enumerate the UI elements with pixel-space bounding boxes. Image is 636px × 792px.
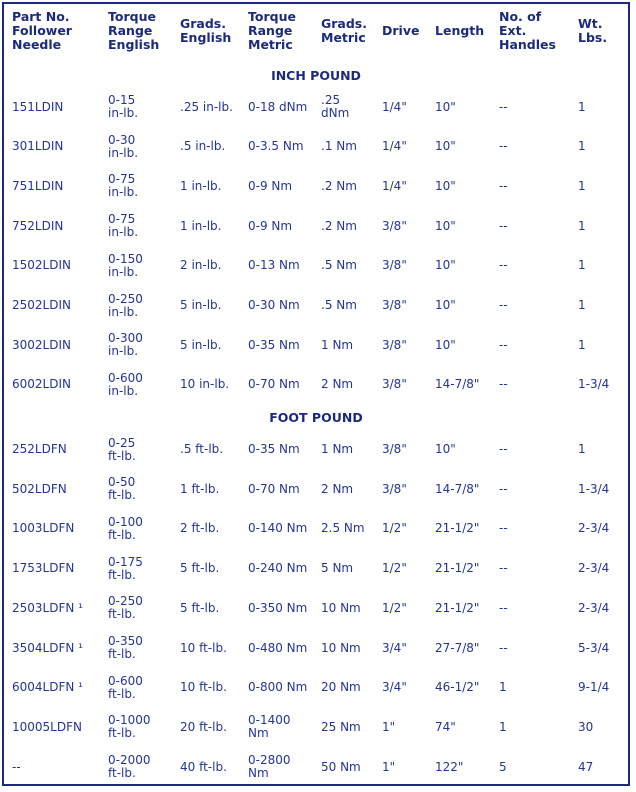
cell-length: 10" bbox=[435, 218, 456, 233]
cell-torque-range-english: 0-250 in-lb. bbox=[108, 291, 143, 319]
header-torque-range-metric: Torque Range Metric bbox=[248, 9, 296, 52]
cell-grads-metric: 50 Nm bbox=[321, 759, 361, 774]
cell-length: 10" bbox=[435, 139, 456, 154]
cell-grads-english: .5 ft-lb. bbox=[180, 442, 224, 456]
cell-grads-metric: 5 Nm bbox=[321, 561, 354, 576]
header-ext-handles: No. of Ext. Handles bbox=[499, 9, 556, 52]
cell-part-number: 2503LDFN ¹ bbox=[12, 600, 83, 615]
table-frame bbox=[2, 2, 630, 786]
cell-torque-range-metric: 0-800 Nm bbox=[248, 680, 308, 695]
cell-ext-handles: -- bbox=[499, 600, 508, 615]
cell-length: 14-7/8" bbox=[435, 481, 480, 496]
cell-drive: 1/2" bbox=[382, 600, 407, 615]
cell-torque-range-metric: 0-3.5 Nm bbox=[248, 139, 304, 154]
cell-ext-handles: -- bbox=[499, 139, 508, 154]
cell-torque-range-metric: 0-2800 Nm bbox=[248, 753, 291, 781]
section-foot-pound: FOOT POUND bbox=[269, 410, 363, 425]
cell-grads-english: 40 ft-lb. bbox=[180, 759, 227, 774]
cell-drive: 1/4" bbox=[382, 139, 407, 154]
cell-part-number: 301LDIN bbox=[12, 139, 64, 154]
cell-ext-handles: -- bbox=[499, 377, 508, 392]
cell-part-number: 3002LDIN bbox=[12, 337, 71, 352]
cell-ext-handles: -- bbox=[499, 521, 508, 536]
cell-weight: 9-1/4 bbox=[578, 680, 610, 695]
cell-drive: 3/8" bbox=[382, 298, 407, 312]
cell-grads-english: 1 in-lb. bbox=[180, 218, 222, 233]
cell-drive: 3/8" bbox=[382, 258, 407, 273]
cell-torque-range-english: 0-175 ft-lb. bbox=[108, 554, 143, 582]
cell-torque-range-metric: 0-240 Nm bbox=[248, 561, 308, 576]
cell-drive: 3/8" bbox=[382, 377, 407, 392]
cell-ext-handles: -- bbox=[499, 99, 508, 114]
cell-ext-handles: 1 bbox=[499, 719, 507, 734]
cell-length: 46-1/2" bbox=[435, 680, 480, 695]
header-part-no: Part No. Follower Needle bbox=[12, 9, 72, 52]
cell-part-number: 6004LDFN ¹ bbox=[12, 680, 83, 695]
cell-length: 10" bbox=[435, 442, 456, 456]
cell-torque-range-metric: 0-70 Nm bbox=[248, 481, 300, 496]
cell-grads-english: 5 in-lb. bbox=[180, 298, 222, 312]
cell-torque-range-english: 0-25 ft-lb. bbox=[108, 435, 136, 463]
cell-torque-range-metric: 0-1400 Nm bbox=[248, 713, 291, 741]
header-torque-range-english: Torque Range English bbox=[108, 9, 160, 52]
cell-torque-range-metric: 0-35 Nm bbox=[248, 337, 300, 352]
cell-ext-handles: -- bbox=[499, 561, 508, 576]
cell-torque-range-english: 0-100 ft-lb. bbox=[108, 514, 143, 542]
cell-ext-handles: -- bbox=[499, 337, 508, 352]
cell-torque-range-metric: 0-9 Nm bbox=[248, 218, 293, 233]
cell-grads-english: 20 ft-lb. bbox=[180, 719, 227, 734]
cell-grads-metric: .1 Nm bbox=[321, 139, 357, 154]
cell-weight: 1 bbox=[578, 139, 586, 154]
cell-length: 10" bbox=[435, 298, 456, 312]
cell-torque-range-metric: 0-480 Nm bbox=[248, 640, 308, 655]
cell-drive: 3/4" bbox=[382, 680, 407, 695]
cell-drive: 1/2" bbox=[382, 521, 407, 536]
cell-length: 10" bbox=[435, 99, 456, 114]
cell-grads-metric: 2.5 Nm bbox=[321, 521, 365, 536]
cell-grads-metric: .5 Nm bbox=[321, 298, 357, 312]
cell-drive: 3/8" bbox=[382, 481, 407, 496]
cell-grads-metric: .2 Nm bbox=[321, 218, 357, 233]
cell-grads-metric: 10 Nm bbox=[321, 600, 361, 615]
cell-length: 10" bbox=[435, 258, 456, 273]
cell-torque-range-english: 0-2000 ft-lb. bbox=[108, 753, 151, 781]
cell-weight: 1 bbox=[578, 258, 586, 273]
section-inch-pound: INCH POUND bbox=[271, 68, 361, 83]
cell-torque-range-english: 0-150 in-lb. bbox=[108, 251, 143, 279]
cell-length: 10" bbox=[435, 337, 456, 352]
cell-drive: 1" bbox=[382, 759, 396, 774]
cell-length: 122" bbox=[435, 759, 464, 774]
cell-weight: 47 bbox=[578, 759, 594, 774]
cell-torque-range-english: 0-75 in-lb. bbox=[108, 172, 139, 200]
cell-weight: 1 bbox=[578, 178, 586, 193]
cell-drive: 3/8" bbox=[382, 337, 407, 352]
header-drive: Drive bbox=[382, 23, 420, 38]
cell-grads-english: 5 ft-lb. bbox=[180, 561, 220, 576]
cell-torque-range-english: 0-50 ft-lb. bbox=[108, 475, 136, 503]
cell-torque-range-english: 0-350 ft-lb. bbox=[108, 634, 143, 661]
cell-part-number: 752LDIN bbox=[12, 218, 64, 233]
cell-part-number: -- bbox=[12, 759, 21, 774]
cell-drive: 3/4" bbox=[382, 640, 407, 655]
cell-length: 21-1/2" bbox=[435, 521, 480, 536]
cell-weight: 1 bbox=[578, 218, 586, 233]
cell-torque-range-english: 0-600 in-lb. bbox=[108, 370, 143, 398]
cell-weight: 30 bbox=[578, 719, 594, 734]
cell-weight: 1 bbox=[578, 298, 586, 312]
cell-torque-range-metric: 0-350 Nm bbox=[248, 600, 308, 615]
cell-grads-english: 2 ft-lb. bbox=[180, 521, 220, 536]
cell-torque-range-english: 0-300 in-lb. bbox=[108, 331, 143, 359]
cell-grads-english: 2 in-lb. bbox=[180, 258, 222, 273]
cell-drive: 1/2" bbox=[382, 561, 407, 576]
cell-ext-handles: -- bbox=[499, 481, 508, 496]
cell-grads-english: 10 ft-lb. bbox=[180, 640, 227, 655]
cell-ext-handles: -- bbox=[499, 218, 508, 233]
cell-drive: 3/8" bbox=[382, 218, 407, 233]
cell-grads-english: 10 ft-lb. bbox=[180, 680, 227, 695]
cell-grads-english: 5 ft-lb. bbox=[180, 600, 220, 615]
cell-grads-metric: 2 Nm bbox=[321, 377, 354, 392]
cell-ext-handles: -- bbox=[499, 178, 508, 193]
cell-torque-range-english: 0-75 in-lb. bbox=[108, 212, 139, 240]
cell-ext-handles: 1 bbox=[499, 680, 507, 695]
cell-torque-range-metric: 0-13 Nm bbox=[248, 258, 300, 273]
cell-torque-range-english: 0-250 ft-lb. bbox=[108, 594, 143, 622]
cell-grads-metric: 25 Nm bbox=[321, 719, 361, 734]
cell-part-number: 502LDFN bbox=[12, 481, 67, 496]
cell-drive: 1/4" bbox=[382, 99, 407, 114]
header-grads-metric: Grads. Metric bbox=[321, 16, 367, 45]
cell-grads-english: 1 ft-lb. bbox=[180, 481, 220, 496]
cell-grads-metric: 1 Nm bbox=[321, 442, 354, 456]
cell-grads-english: .5 in-lb. bbox=[180, 139, 226, 154]
cell-weight: 1 bbox=[578, 442, 586, 456]
cell-grads-metric: 2 Nm bbox=[321, 481, 354, 496]
cell-grads-metric: 20 Nm bbox=[321, 680, 361, 695]
cell-part-number: 751LDIN bbox=[12, 178, 64, 193]
cell-length: 21-1/2" bbox=[435, 561, 480, 576]
cell-drive: 1" bbox=[382, 719, 396, 734]
cell-weight: 1-3/4 bbox=[578, 377, 610, 392]
cell-part-number: 6002LDIN bbox=[12, 377, 71, 392]
cell-ext-handles: -- bbox=[499, 258, 508, 273]
cell-weight: 1 bbox=[578, 337, 586, 352]
cell-torque-range-metric: 0-30 Nm bbox=[248, 298, 300, 312]
cell-grads-metric: 10 Nm bbox=[321, 640, 361, 655]
cell-length: 27-7/8" bbox=[435, 640, 480, 655]
cell-torque-range-metric: 0-9 Nm bbox=[248, 178, 293, 193]
cell-part-number: 1502LDIN bbox=[12, 258, 71, 273]
cell-torque-range-metric: 0-70 Nm bbox=[248, 377, 300, 392]
cell-weight: 2-3/4 bbox=[578, 600, 610, 615]
header-length: Length bbox=[435, 23, 485, 38]
cell-length: 14-7/8" bbox=[435, 377, 480, 392]
cell-grads-english: 1 in-lb. bbox=[180, 178, 222, 193]
cell-grads-english: .25 in-lb. bbox=[180, 99, 233, 114]
cell-grads-metric: .25 dNm bbox=[321, 93, 350, 120]
cell-drive: 1/4" bbox=[382, 178, 407, 193]
cell-ext-handles: -- bbox=[499, 640, 508, 655]
cell-torque-range-english: 0-30 in-lb. bbox=[108, 132, 139, 160]
cell-ext-handles: -- bbox=[499, 298, 508, 312]
cell-part-number: 2502LDIN bbox=[12, 298, 71, 312]
cell-torque-range-metric: 0-35 Nm bbox=[248, 442, 300, 456]
cell-ext-handles: 5 bbox=[499, 759, 507, 774]
cell-grads-metric: 1 Nm bbox=[321, 337, 354, 352]
cell-weight: 2-3/4 bbox=[578, 561, 610, 576]
cell-grads-english: 5 in-lb. bbox=[180, 337, 222, 352]
cell-ext-handles: -- bbox=[499, 442, 508, 456]
cell-part-number: 1753LDFN bbox=[12, 561, 75, 576]
cell-torque-range-metric: 0-18 dNm bbox=[248, 99, 308, 114]
cell-torque-range-english: 0-600 ft-lb. bbox=[108, 673, 143, 701]
cell-part-number: 252LDFN bbox=[12, 442, 67, 456]
cell-weight: 1-3/4 bbox=[578, 481, 610, 496]
cell-torque-range-metric: 0-140 Nm bbox=[248, 521, 308, 536]
cell-torque-range-english: 0-1000 ft-lb. bbox=[108, 713, 151, 741]
cell-torque-range-english: 0-15 in-lb. bbox=[108, 93, 139, 120]
cell-length: 21-1/2" bbox=[435, 600, 480, 615]
header-grads-english: Grads. English bbox=[180, 16, 232, 45]
cell-part-number: 3504LDFN ¹ bbox=[12, 640, 83, 655]
cell-grads-metric: .2 Nm bbox=[321, 178, 357, 193]
cell-weight: 5-3/4 bbox=[578, 640, 610, 655]
cell-drive: 3/8" bbox=[382, 442, 407, 456]
cell-grads-metric: .5 Nm bbox=[321, 258, 357, 273]
cell-length: 74" bbox=[435, 719, 456, 734]
cell-part-number: 10005LDFN bbox=[12, 719, 82, 734]
cell-grads-english: 10 in-lb. bbox=[180, 377, 230, 392]
cell-part-number: 1003LDFN bbox=[12, 521, 75, 536]
header-weight: Wt. Lbs. bbox=[578, 16, 608, 45]
cell-part-number: 151LDIN bbox=[12, 99, 64, 114]
cell-weight: 2-3/4 bbox=[578, 521, 610, 536]
cell-weight: 1 bbox=[578, 99, 586, 114]
cell-length: 10" bbox=[435, 178, 456, 193]
